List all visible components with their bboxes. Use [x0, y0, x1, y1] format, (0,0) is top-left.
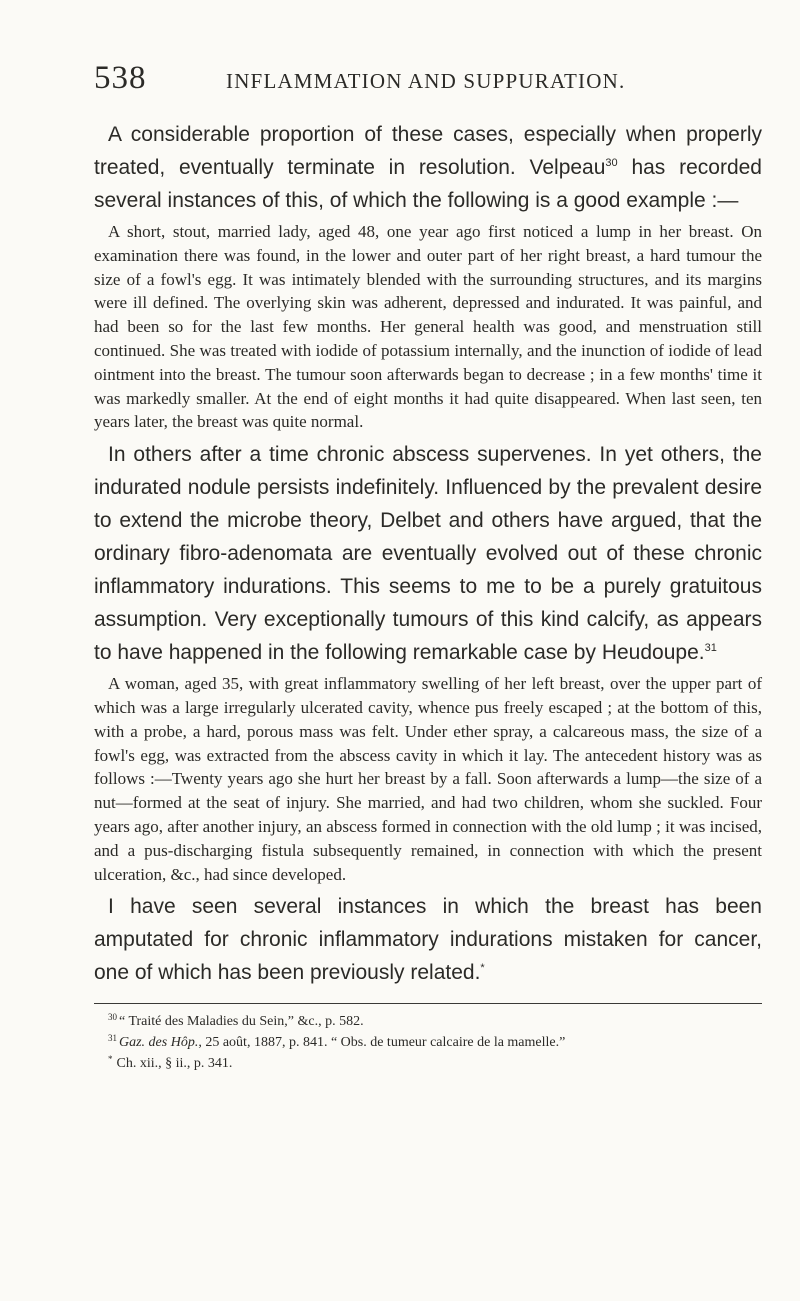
footnote-text: , 25 août, 1887, p. 841. “ Obs. de tumeur calcaire de la mamelle.” — [198, 1035, 566, 1051]
footnote-mark: 31 — [108, 1033, 117, 1044]
footnote — [94, 1053, 762, 1074]
case-report: A woman, aged 35, with great inflammatory swelling of her left breast, over the upper part of which was a large irregularly ulcerated cavity, whence pus freely escaped ; at the bottom of this, with a probe, a hard, porous mass was felt. Under ether spray, a calcareous mass, the size of a fowl's egg, was extracted from the abscess cavity in which it lay. The antecedent history was as follows :—Twenty years ago she hurt her breast by a fall. Soon afterwards a lump—the size of a nut—formed at the seat of injury. She married, and had two children, whom she suckled. Four years ago, after another injury, an abscess formed in connection with the old lump ; it was incised, and a pus-discharging fistula subsequently remained, in connection with which the present ulceration, &c., had since developed. — [94, 674, 762, 884]
footnote-divider — [94, 1003, 762, 1004]
paragraph-text: I have seen several instances in which the breast has been amputated for chronic inflammatory indurations mistaken for cancer, one of which has been previously related. — [94, 895, 762, 985]
footnote-reference: * — [480, 962, 485, 975]
page-header — [94, 60, 762, 106]
footnote — [94, 1032, 762, 1053]
footnote — [94, 1011, 762, 1032]
footnote-text: “ Traité des Maladies du Sein,” &c., p. 582. — [119, 1014, 364, 1030]
book-page — [94, 60, 762, 1074]
body-paragraph — [94, 438, 762, 669]
footnote-reference: 31 — [704, 642, 717, 655]
footnote-text: Ch. xii., § ii., p. 341. — [116, 1056, 233, 1072]
paragraph-text: A considerable proportion of these cases, especially when properly treated, eventually terminate in resolution. Velpeau — [94, 123, 762, 179]
paragraph-text: In others after a time chronic abscess supervenes. In yet others, the indurated nodule persists indefinitely. Influenced by the prevalent desire to extend the microbe theory, Delbet and others have argued, that the ordinary fibro-adenomata are eventually evolved out of these chronic inflammatory indurations. This seems to me to be a purely gratuitous assumption. Very exceptionally tumours of this kind calcify, as appears to have happened in the following remarkable case by Heudoupe. — [94, 443, 762, 665]
page-number: 538 — [94, 60, 147, 96]
paragraph-text: has recorded several instances of this, of which the following is a good example :— — [94, 156, 762, 212]
case-report: A short, stout, married lady, aged 48, one year ago first noticed a lump in her breast. On examination there was found, in the lower and outer part of her right breast, a hard tumour the size of a fowl's egg. It was intimately blended with the surrounding structures, and its margins were ill defined. The overlying skin was adherent, depressed and indurated. It was painful, and had been so for the last few months. Her general health was good, and menstruation still continued. She was treated with iodide of potassium internally, and the inunction of iodide of lead ointment into the breast. The tumour soon afterwards began to decrease ; in a few months' time it was markedly smaller. At the end of eight months it had quite disappeared. When last seen, ten years later, the breast was quite normal. — [94, 222, 762, 432]
body-paragraph — [94, 118, 762, 217]
footnote-journal-title: Gaz. des Hôp. — [119, 1035, 199, 1051]
footnote-reference: 30 — [605, 157, 618, 169]
body-paragraph — [94, 890, 762, 989]
footnote-mark: * — [108, 1054, 113, 1065]
footnote-mark: 30 — [108, 1012, 117, 1023]
running-title: INFLAMMATION AND SUPPURATION. — [226, 69, 626, 93]
